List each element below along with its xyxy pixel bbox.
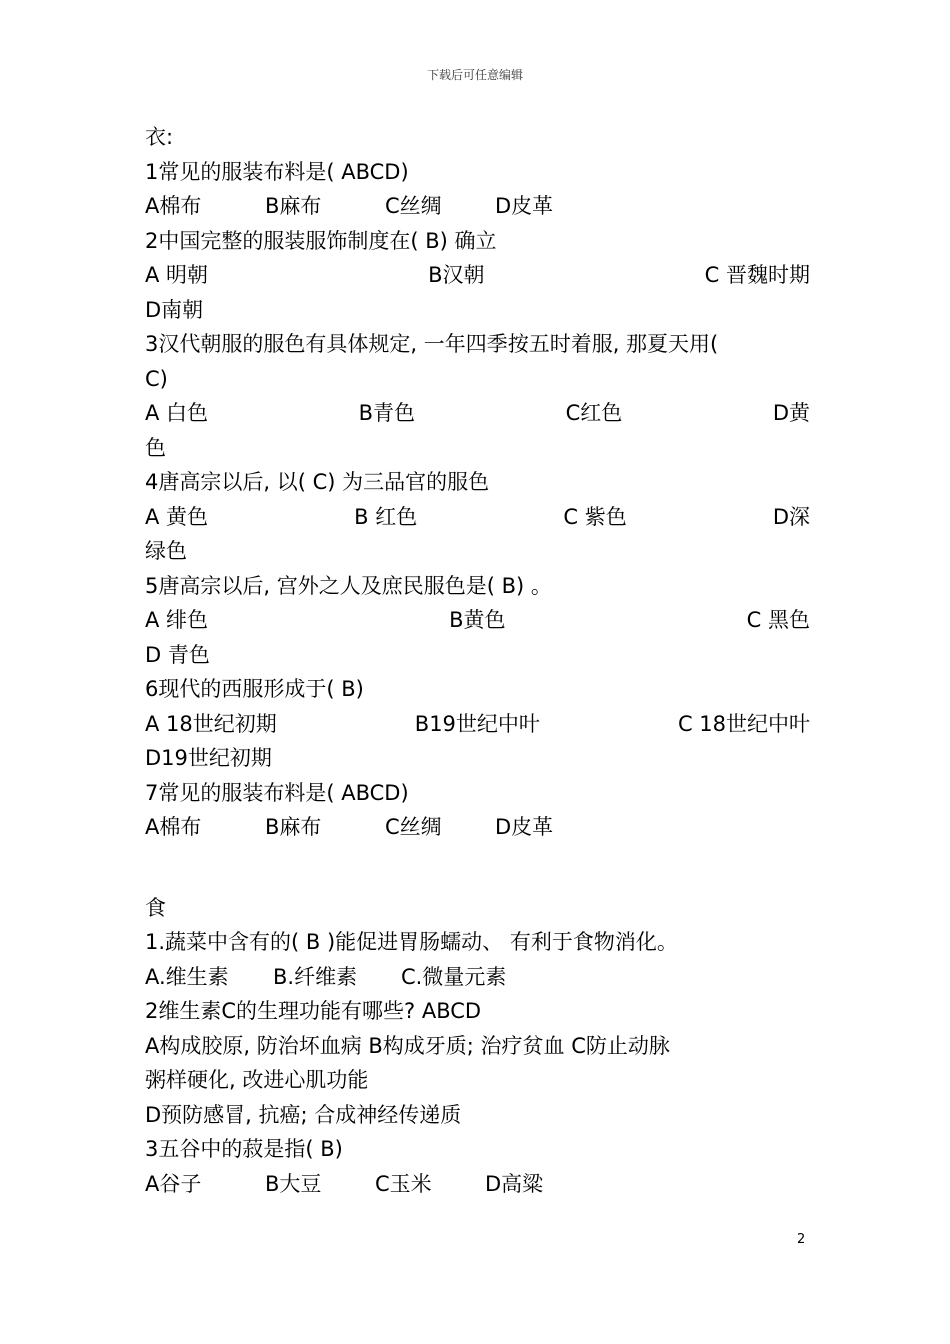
option: B大豆 [265, 1171, 322, 1196]
option: A 黄色 [145, 504, 209, 529]
question-3: 3汉代朝服的服色有具体规定, 一年四季按五时着服, 那夏天用( [145, 332, 719, 356]
option: B青色 [358, 401, 416, 425]
option: B汉朝 [428, 263, 485, 287]
food-question-2-line-1: A构成胶原, 防治坏血病 B构成牙质; 治疗贫血 C防止动脉 [145, 1033, 670, 1058]
question-4: 4唐高宗以后, 以( C) 为三品官的服色 [145, 470, 490, 494]
page-number: 2 [797, 1232, 806, 1247]
question-6-options [145, 707, 810, 742]
question-5-options [145, 603, 810, 638]
food-question-1-options [145, 960, 810, 995]
option: A棉布 [145, 194, 202, 218]
option: B19世纪中叶 [414, 711, 540, 736]
option: C.微量元素 [401, 964, 507, 989]
option: B黄色 [449, 608, 506, 632]
question-3-options-cont: 色 [145, 435, 166, 460]
option: B.纤维素 [273, 964, 358, 989]
option: C红色 [565, 401, 623, 425]
option: A棉布 [145, 815, 202, 839]
option: A.维生素 [145, 964, 229, 989]
option: D高粱 [485, 1171, 544, 1196]
question-2-options [145, 258, 810, 293]
option: C玉米 [375, 1171, 432, 1196]
option: A 白色 [145, 401, 209, 425]
question-1-options [145, 189, 810, 224]
option: C 黑色 [746, 608, 810, 632]
option: A 18世纪初期 [145, 711, 277, 736]
option: D黄 [772, 401, 810, 425]
section-heading-food: 食 [145, 895, 166, 920]
option: C丝绸 [385, 815, 442, 839]
question-7-options [145, 810, 810, 845]
question-1: 1常见的服装布料是( ABCD) [145, 159, 409, 184]
question-4-options-cont: 绿色 [145, 539, 187, 563]
option: C 紫色 [563, 504, 627, 529]
option: D皮革 [495, 815, 554, 839]
question-2-options-cont: D南朝 [145, 297, 204, 322]
food-question-2: 2维生素C的生理功能有哪些? ABCD [145, 999, 482, 1023]
option: A 明朝 [145, 263, 209, 287]
question-5: 5唐高宗以后, 宫外之人及庶民服色是( B) 。 [145, 573, 552, 598]
option: D深 [772, 504, 810, 529]
food-question-3-options [145, 1167, 810, 1202]
question-6: 6现代的西服形成于( B) [145, 677, 364, 701]
option: C丝绸 [385, 194, 442, 218]
question-3-options [145, 396, 810, 431]
document-body [145, 120, 810, 1201]
question-2: 2中国完整的服装服饰制度在( B) 确立 [145, 228, 497, 253]
option: C 18世纪中叶 [677, 711, 810, 736]
option: A 绯色 [145, 608, 209, 632]
option: D皮革 [495, 194, 554, 218]
section-gap [145, 845, 810, 891]
question-7: 7常见的服装布料是( ABCD) [145, 780, 409, 805]
option: A谷子 [145, 1171, 202, 1196]
option: B麻布 [265, 815, 322, 839]
food-question-2-line-2: 粥样硬化, 改进心肌功能 [145, 1068, 369, 1092]
question-3-cont: C) [145, 366, 168, 391]
food-question-1: 1.蔬菜中含有的( B )能促进胃肠蠕动、 有利于食物消化。 [145, 930, 678, 954]
question-4-options [145, 500, 810, 535]
option: C 晋魏时期 [704, 263, 810, 287]
option: B麻布 [265, 194, 322, 218]
option: B 红色 [354, 504, 418, 529]
section-heading-clothing: 衣: [145, 125, 174, 149]
question-5-options-cont: D 青色 [145, 642, 210, 667]
question-6-options-cont: D19世纪初期 [145, 746, 272, 770]
food-question-2-line-3: D预防感冒, 抗癌; 合成神经传递质 [145, 1102, 462, 1127]
food-question-3: 3五谷中的菽是指( B) [145, 1137, 343, 1161]
page-header: 下载后可任意编辑 [426, 68, 523, 82]
